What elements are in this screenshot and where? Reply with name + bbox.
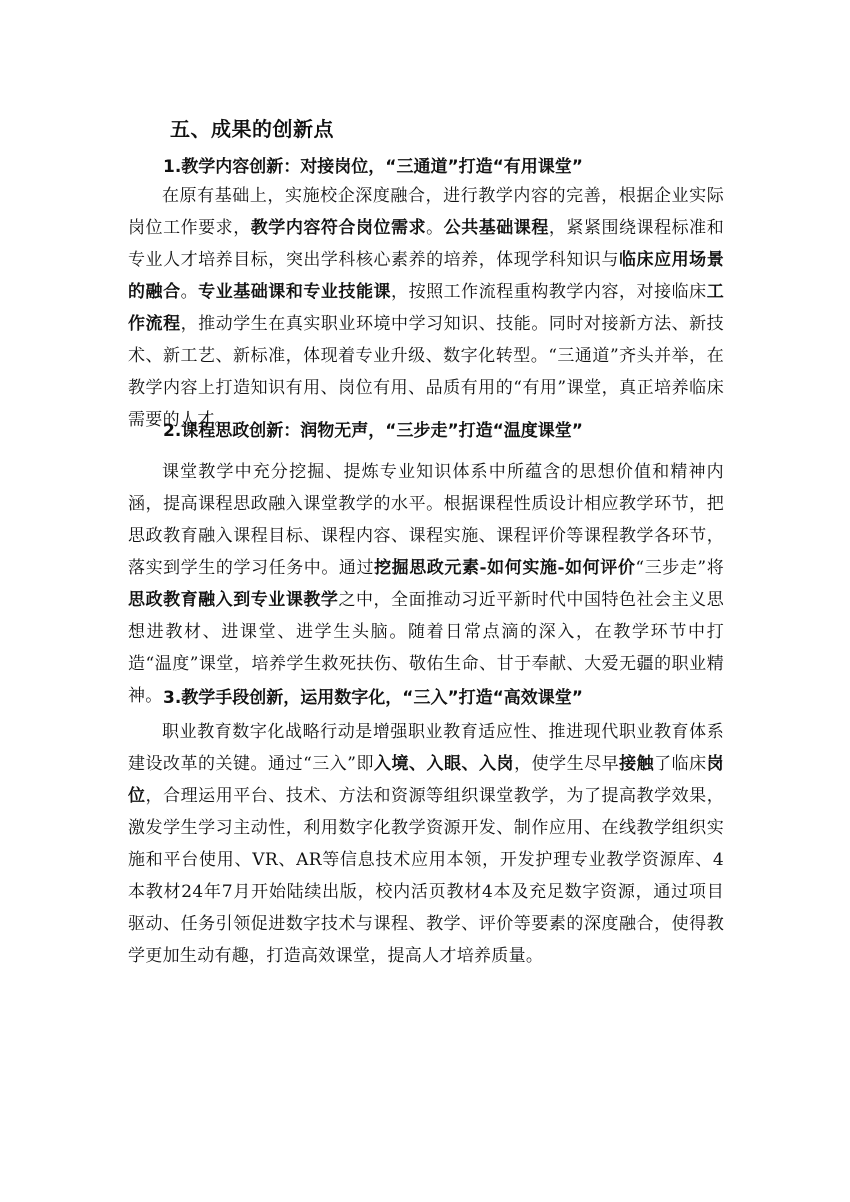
text-run: ，推动学生在真实职业环境中学习知识、技能。同时对接新方法、新技术、新工艺、新标准，体现着专业升级、数字化转型。“三通道”齐头并举，在教学内容上打造知识有用、岗位有用、品质有用的“有用”课堂，真正培养临床需要的人才。: [128, 314, 724, 430]
subsection-heading-3: 3.教学手段创新，运用数字化，“三入”打造“高效课堂”: [163, 688, 583, 708]
text-run: 。: [180, 282, 199, 302]
text-run: 职业教育数字化战略行动是增强职业教育适应性、推进现代职业教育体系建设改革的关键。通过“三入”即: [128, 722, 724, 774]
bold-run: 专业基础课和专业技能课: [198, 282, 392, 302]
subsection-heading-2: 2.课程思政创新：润物无声，“三步走”打造“温度课堂”: [163, 421, 583, 441]
section-title: 五、成果的创新点: [170, 117, 334, 141]
text-run: ，合理运用平台、技术、方法和资源等组织课堂教学，为了提高教学效果，激发学生学习主动性，利用数字化教学资源开发、制作应用、在线教学组织实施和平台使用、VR、AR等信息技术应用本领，开发护理专业教学资源库、4本教材24年7月开始陆续出版，校内活页教材4本及充足数字资源，通过项目驱动、任务引领促进数字技术与课程、教学、评价等要素的深度融合，使得教学更加生动有趣，打造高效课堂，提高人才培养质量。: [128, 786, 724, 966]
paragraph-3: [128, 716, 724, 972]
text-run: 之中，全面推动习近平新时代中国特色社会主义思想进教材、进课堂、进学生头脑。随着日常点滴的深入，在教学环节中打造“温度”课堂，培养学生救死扶伤、敬佑生命、甘于奉献、大爱无疆的职业精神。: [128, 590, 724, 706]
subsection-heading-1: 1.教学内容创新：对接岗位，“三通道”打造“有用课堂”: [163, 157, 583, 177]
bold-run: 岗位: [128, 754, 724, 806]
text-run: 。: [426, 218, 444, 238]
bold-run: 临床应用场景的融合: [128, 250, 724, 302]
bold-run: 工作流程: [128, 282, 724, 334]
text-run: 了临床: [654, 754, 707, 774]
text-run: ，紧紧围绕课程标准和专业人才培养目标，突出学科核心素养的培养，体现学科知识与: [128, 218, 724, 270]
paragraph-1: [128, 180, 724, 436]
text-run: ，按照工作流程重构教学内容，对接临床: [391, 282, 707, 302]
text-run: 在原有基础上，实施校企深度融合，进行教学内容的完善，根据企业实际岗位工作要求，: [128, 186, 724, 238]
bold-run: 教学内容符合岗位需求: [250, 218, 427, 238]
bold-run: 入境、入眼、入岗: [374, 754, 515, 774]
bold-run: 思政教育融入到专业课教学: [128, 590, 339, 610]
bold-run: 挖掘思政元素-如何实施-如何评价: [374, 558, 636, 578]
bold-run: 接触: [619, 754, 655, 774]
text-run: “三步走”将: [635, 558, 724, 578]
bold-run: 公共基础课程: [443, 218, 549, 238]
text-run: 课堂教学中充分挖掘、提炼专业知识体系中所蕴含的思想价值和精神内涵，提高课程思政融入课堂教学的水平。根据课程性质设计相应教学环节，把思政教育融入课程目标、课程内容、课程实施、课程评价等课程教学各环节，落实到学生的学习任务中。通过: [128, 462, 724, 578]
paragraph-2: [128, 456, 724, 712]
text-run: ，使学生尽早: [514, 754, 620, 774]
